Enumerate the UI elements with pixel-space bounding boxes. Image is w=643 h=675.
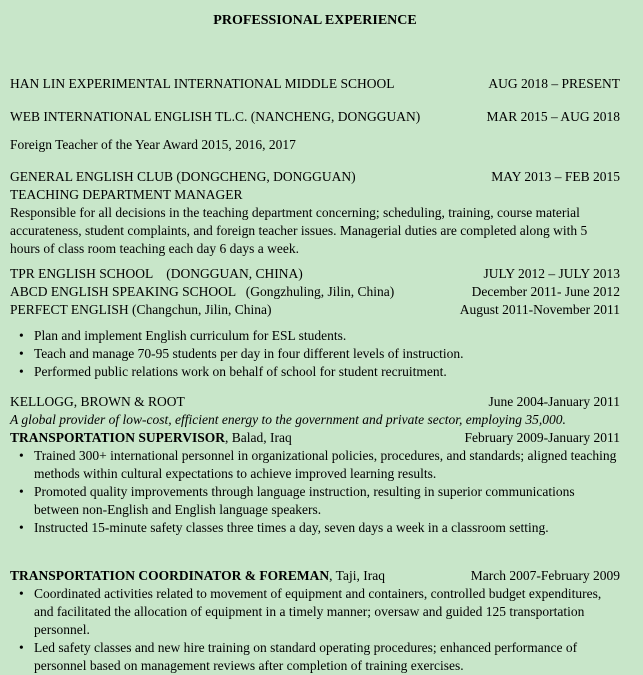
role-location: , Taji, Iraq (329, 568, 385, 583)
duty-item: • Instructed 15-minute safety classes three times a day, seven days a week in a classroom setting. (10, 519, 620, 537)
role-row-coordinator (10, 567, 620, 585)
role-title-line (10, 429, 292, 447)
duty-item: • Coordinated activities related to movement of equipment and containers, controlled budget expenditures, and facilitated the allocation of equipment in a timely manner; oversaw and guided 125 transportation personnel. (10, 585, 620, 639)
employer-row (10, 393, 620, 411)
experience-entry-china-schools (10, 265, 620, 381)
role-row-supervisor (10, 429, 620, 447)
employer-row (10, 283, 620, 301)
duty-item: • Trained 300+ international personnel in organizational policies, procedures, and standards; aligned teaching methods within cultural expectations to achieve improved learning results. (10, 447, 620, 483)
employer-name: KELLOGG, BROWN & ROOT (10, 394, 185, 409)
duty-list (10, 327, 620, 381)
duty-item: • Promoted quality improvements through language instruction, resulting in superior communications between non-English and English language speakers. (10, 483, 620, 519)
experience-entry-kbr (10, 393, 620, 675)
duty-item: • Plan and implement English curriculum for ESL students. (10, 327, 620, 345)
company-tagline: A global provider of low-cost, efficient energy to the government and private sector, employing 35,000. (10, 412, 566, 427)
employer-name: GENERAL ENGLISH CLUB (DONGCHENG, DONGGUAN) (10, 169, 356, 184)
experience-entry-hanlin (10, 75, 620, 93)
employment-dates: AUG 2018 – PRESENT (488, 76, 620, 91)
role-title: TRANSPORTATION COORDINATOR & FOREMAN (10, 568, 330, 583)
employment-dates: MAY 2013 – FEB 2015 (491, 169, 620, 184)
role-location: , Balad, Iraq (224, 430, 292, 445)
employment-dates: February 2009-January 2011 (464, 430, 620, 445)
employment-dates: March 2007-February 2009 (470, 568, 620, 583)
duty-item: • Led safety classes and new hire training on standard operating procedures; enhanced performance of personnel based on management reviews after completion of training exercises. (10, 639, 620, 675)
section-title: PROFESSIONAL EXPERIENCE (213, 13, 417, 28)
employment-dates: December 2011- June 2012 (471, 284, 620, 299)
employer-name: TPR ENGLISH SCHOOL (DONGGUAN, CHINA) (10, 266, 303, 281)
employer-name: HAN LIN EXPERIMENTAL INTERNATIONAL MIDDLE SCHOOL (10, 76, 395, 91)
duty-list (10, 447, 620, 537)
job-title: TEACHING DEPARTMENT MANAGER (10, 187, 243, 202)
experience-entry-gec (10, 168, 620, 258)
employer-row (10, 168, 620, 186)
duty-item: • Teach and manage 70-95 students per day in four different levels of instruction. (10, 345, 620, 363)
employment-dates: JULY 2012 – JULY 2013 (483, 266, 620, 281)
employer-row (10, 265, 620, 283)
employment-dates: June 2004-January 2011 (488, 394, 620, 409)
award-line: Foreign Teacher of the Year Award 2015, 2016, 2017 (10, 137, 296, 152)
duty-item: • Performed public relations work on behalf of school for student recruitment. (10, 363, 620, 381)
duty-list (10, 585, 620, 675)
employment-dates: MAR 2015 – AUG 2018 (486, 109, 620, 124)
job-summary: Responsible for all decisions in the teaching department concerning; scheduling, training, course material accurateness, student complaints, and foreign teacher issues. Managerial duties are completed along with 5 hours of class room teaching each day 6 days a week. (10, 205, 588, 256)
employer-name: WEB INTERNATIONAL ENGLISH TL.C. (NANCHENG, DONGGUAN) (10, 109, 421, 124)
experience-entry-web (10, 108, 620, 126)
employer-row (10, 301, 620, 319)
role-title: TRANSPORTATION SUPERVISOR (10, 430, 225, 445)
employment-dates: August 2011-November 2011 (459, 302, 620, 317)
role-title-line (10, 567, 385, 585)
employer-name: PERFECT ENGLISH (Changchun, Jilin, China) (10, 302, 272, 317)
employer-name: ABCD ENGLISH SPEAKING SCHOOL (Gongzhuling, Jilin, China) (10, 284, 395, 299)
